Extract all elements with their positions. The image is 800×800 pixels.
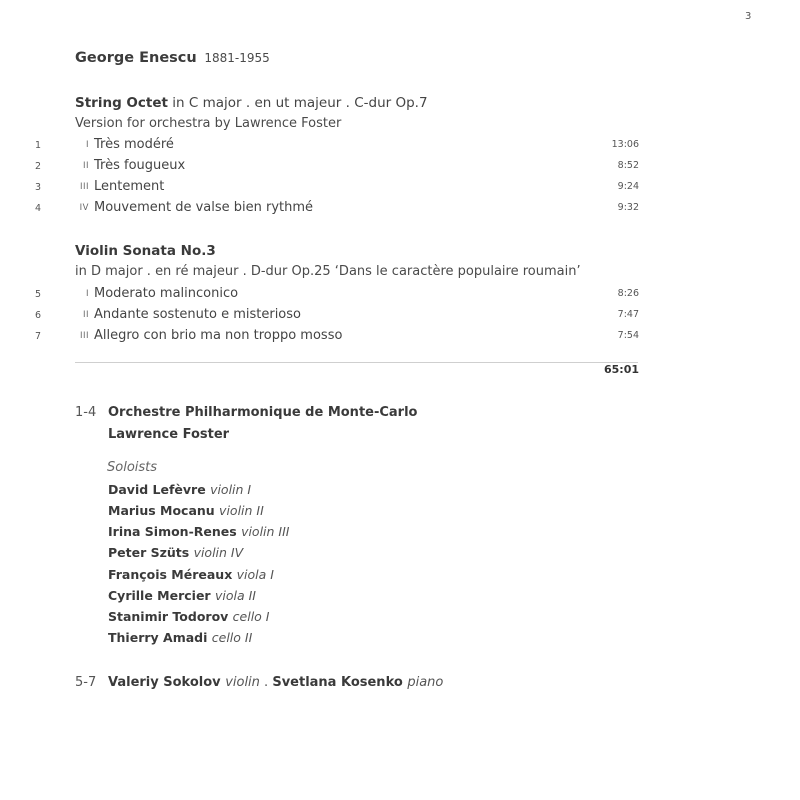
soloist <box>108 567 274 582</box>
movement-numeral: II <box>82 310 89 320</box>
soloist-instrument: violin III <box>241 524 290 539</box>
soloist <box>108 545 243 560</box>
track-duration: 7:54 <box>617 330 639 341</box>
composer-heading <box>75 50 270 66</box>
movement-numeral: II <box>82 161 89 171</box>
total-duration: 65:01 <box>603 363 639 376</box>
composer-name: George Enescu <box>75 50 197 66</box>
work-title-key: in C major . en ut majeur . C-dur Op.7 <box>167 95 428 111</box>
soloist-name: Stanimir Todorov <box>108 609 229 624</box>
track-number: 7 <box>35 331 42 342</box>
work-title-string-octet <box>75 95 428 111</box>
soloists-heading: Soloists <box>107 460 158 475</box>
track-number: 4 <box>35 203 42 214</box>
performer-track-range: 1-4 <box>75 405 97 420</box>
movement-numeral: III <box>79 331 89 341</box>
track-duration: 9:32 <box>617 202 639 213</box>
soloist-name: François Méreaux <box>108 567 233 582</box>
movement-title: Moderato malinconico <box>94 286 239 301</box>
conductor-name: Lawrence Foster <box>108 427 230 442</box>
soloist <box>108 630 252 645</box>
performer-separator: . <box>259 675 273 690</box>
track-row <box>0 307 800 327</box>
work-subtitle: in D major . en ré majeur . D-dur Op.25 ‘Dans le caractère populaire roumain’ <box>75 264 581 279</box>
work-title-main: Violin Sonata No.3 <box>75 243 216 259</box>
track-duration: 13:06 <box>611 139 639 150</box>
soloist-instrument: cello II <box>211 630 253 645</box>
pianist-instrument: piano <box>407 675 444 690</box>
soloist <box>108 609 270 624</box>
soloist <box>108 588 256 603</box>
track-duration: 8:26 <box>617 288 639 299</box>
track-duration: 8:52 <box>617 160 639 171</box>
performer-track-range: 5-7 <box>75 675 97 690</box>
soloist-name: Irina Simon-Renes <box>108 524 237 539</box>
soloist <box>108 482 251 497</box>
movement-title: Très fougueux <box>94 158 186 173</box>
movement-title: Allegro con brio ma non troppo mosso <box>94 328 343 343</box>
pianist-name: Svetlana Kosenko <box>272 675 403 690</box>
soloist-name: David Lefèvre <box>108 482 206 497</box>
soloist <box>108 503 264 518</box>
movement-numeral: III <box>79 182 89 192</box>
movement-numeral: I <box>85 140 89 150</box>
track-number: 6 <box>35 310 42 321</box>
track-number: 5 <box>35 289 42 300</box>
violinist-name: Valeriy Sokolov <box>108 675 221 690</box>
track-row <box>0 137 800 157</box>
movement-title: Très modéré <box>94 137 174 152</box>
track-row <box>0 179 800 199</box>
duo-performers <box>108 675 443 690</box>
total-divider <box>75 362 638 363</box>
track-row <box>0 286 800 306</box>
soloist-instrument: viola I <box>236 567 274 582</box>
track-number: 1 <box>35 140 42 151</box>
track-row <box>0 200 800 220</box>
track-duration: 7:47 <box>617 309 639 320</box>
soloist-instrument: violin II <box>219 503 264 518</box>
orchestra-name: Orchestre Philharmonique de Monte-Carlo <box>108 405 418 420</box>
track-row <box>0 328 800 348</box>
soloist-instrument: cello I <box>232 609 270 624</box>
soloist-name: Thierry Amadi <box>108 630 208 645</box>
movement-title: Lentement <box>94 179 165 194</box>
soloist-instrument: violin IV <box>193 545 244 560</box>
violinist-instrument: violin <box>225 675 260 690</box>
work-subtitle: Version for orchestra by Lawrence Foster <box>75 116 342 131</box>
composer-dates: 1881-1955 <box>204 51 270 65</box>
track-number: 3 <box>35 182 42 193</box>
soloist-name: Peter Szüts <box>108 545 190 560</box>
soloist-name: Cyrille Mercier <box>108 588 211 603</box>
page-number: 3 <box>745 11 752 22</box>
movement-title: Andante sostenuto e misterioso <box>94 307 301 322</box>
soloist-instrument: violin I <box>210 482 252 497</box>
soloist-name: Marius Mocanu <box>108 503 215 518</box>
work-title-main: String Octet <box>75 95 168 111</box>
soloist <box>108 524 289 539</box>
movement-title: Mouvement de valse bien rythmé <box>94 200 314 215</box>
movement-numeral: I <box>85 289 89 299</box>
work-title-violin-sonata <box>75 243 216 259</box>
track-row <box>0 158 800 178</box>
track-number: 2 <box>35 161 42 172</box>
track-duration: 9:24 <box>617 181 639 192</box>
soloist-instrument: viola II <box>214 588 256 603</box>
movement-numeral: IV <box>79 203 89 213</box>
